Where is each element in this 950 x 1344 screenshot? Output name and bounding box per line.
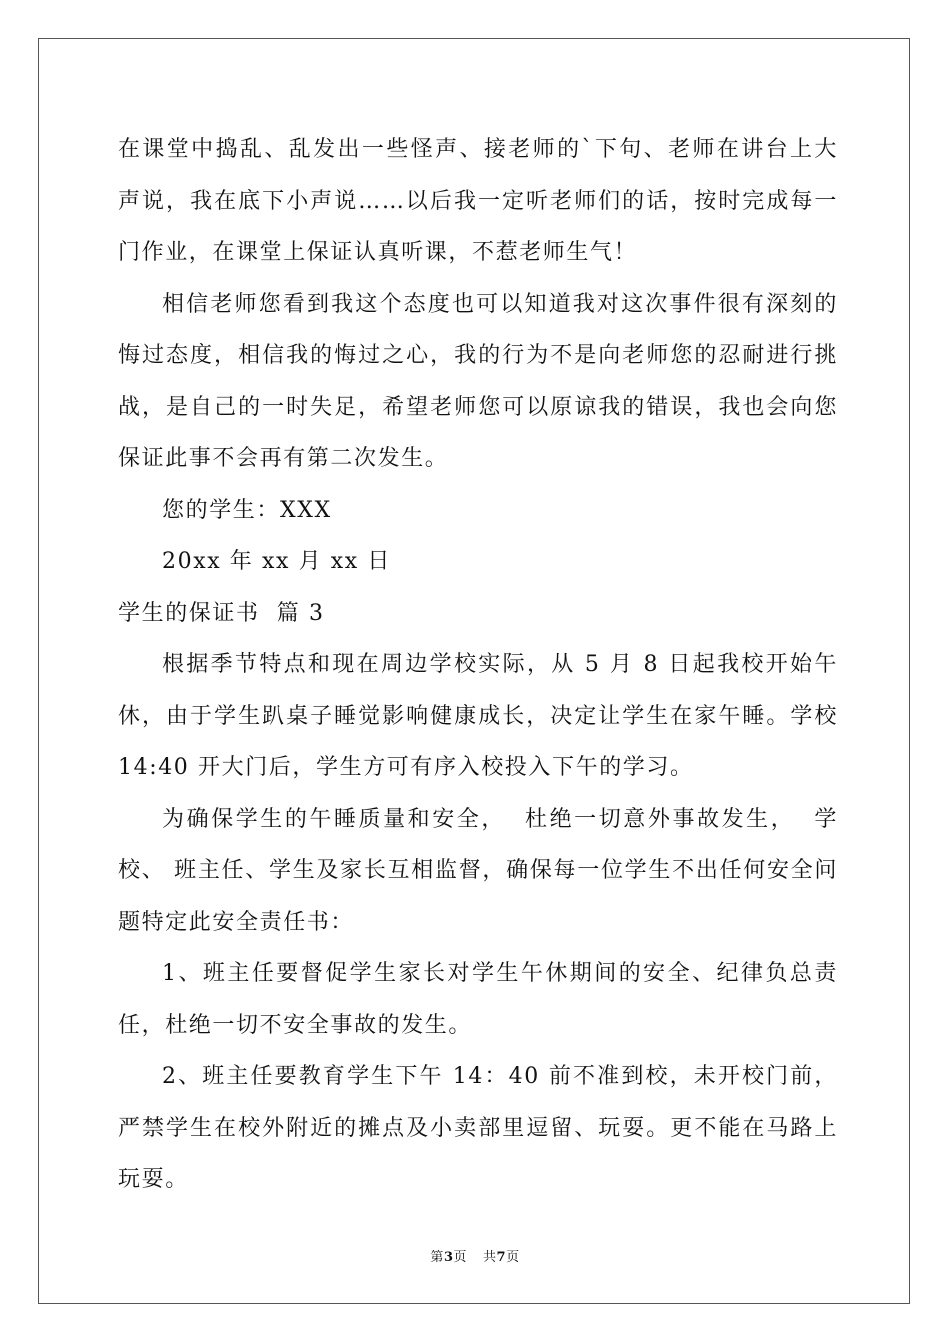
page-number: 3 [443,1250,454,1265]
paragraph-4: 为确保学生的午睡质量和安全， 杜绝一切意外事故发生， 学校、 班主任、学生及家长互相监督，确保每一位学生不出任何安全问题特定此安全责任书： [118,806,838,935]
document-body [118,124,847,1206]
signature-line: 您的学生：XXX [162,497,332,523]
paragraph-3: 根据季节特点和现在周边学校实际，从 5 月 8 日起我校开始午休，由于学生趴桌子睡觉影响健康成长，决定让学生在家午睡。学校 14:40 开大门后，学生方可有序入校投入下午的学习。 [118,652,847,780]
page-prefix: 第 [430,1250,444,1265]
total-suffix: 页 [506,1250,520,1265]
paragraph-2: 相信老师您看到我这个态度也可以知道我对这次事件很有深刻的悔过态度，相信我的悔过之心，我的行为不是向老师您的忍耐进行挑战，是自己的一时失足，希望老师您可以原谅我的错误，我也会向您保证此事不会再有第二次发生。 [118,291,838,471]
list-item-2: 2、班主任要教育学生下午 14：40 前不准到校，未开校门前，严禁学生在校外附近的摊点及小卖部里逗留、玩耍。更不能在马路上玩耍。 [118,1064,838,1192]
total-pages: 7 [496,1250,507,1265]
page-suffix: 页 [453,1250,467,1265]
list-item-1: 1、班主任要督促学生家长对学生午休期间的安全、纪律负总责任，杜绝一切不安全事故的发生。 [118,961,838,1038]
total-prefix: 共 [483,1250,497,1265]
section-heading: 学生的保证书 篇 3 [118,600,325,626]
date-line: 20xx 年 xx 月 xx 日 [162,549,392,574]
paragraph-1: 在课堂中捣乱、乱发出一些怪声、接老师的`下句、老师在讲台上大声说，我在底下小声说……以后我一定听老师们的话，按时完成每一门作业，在课堂上保证认真听课，不惹老师生气！ [118,137,838,265]
page-footer [0,1246,950,1265]
